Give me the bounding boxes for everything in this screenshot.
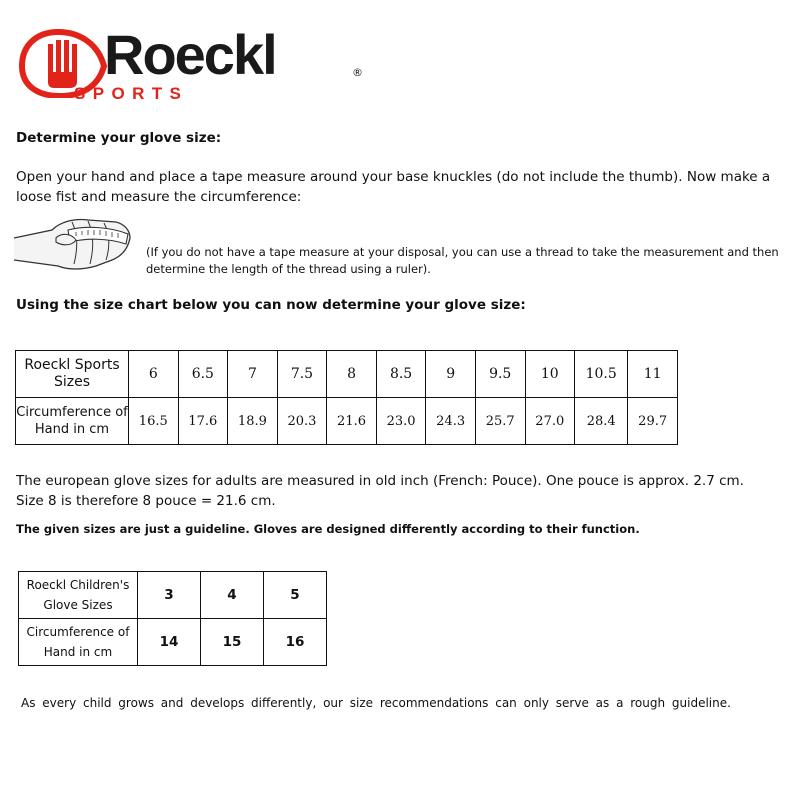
brand-name: Roeckl — [104, 23, 276, 86]
circumference-cell: 15 — [201, 619, 264, 666]
circumference-cell: 23.0 — [376, 398, 426, 445]
circumference-cell: 20.3 — [277, 398, 327, 445]
thread-note: (If you do not have a tape measure at your disposal, you can use a thread to take the measurement and then determine the length of the thread using a ruler). — [146, 245, 779, 276]
table-row — [16, 398, 678, 445]
size-cell: 9 — [426, 351, 476, 398]
children-sizes-label-line: Glove Sizes — [43, 598, 113, 612]
circumference-cell: 28.4 — [575, 398, 628, 445]
footer-note: As every child grows and develops differently, our size recommendations can only serve as a rough guideline. — [21, 696, 731, 710]
registered-mark: ® — [352, 66, 363, 79]
circumference-cell: 16.5 — [129, 398, 179, 445]
circumference-cell: 16 — [264, 619, 327, 666]
size-cell: 7.5 — [277, 351, 327, 398]
circumference-cell: 17.6 — [178, 398, 228, 445]
brand-subtitle: SPORTS — [74, 84, 189, 103]
children-circumference-label — [19, 619, 138, 666]
circumference-cell: 21.6 — [327, 398, 377, 445]
pouce-text-2: Size 8 is therefore 8 pouce = 21.6 cm. — [16, 493, 276, 509]
size-cell: 6.5 — [178, 351, 228, 398]
size-cell: 3 — [138, 572, 201, 619]
circumference-cell: 25.7 — [475, 398, 525, 445]
heading-determine: Determine your glove size: — [16, 130, 222, 146]
size-cell: 4 — [201, 572, 264, 619]
adult-size-table — [15, 350, 678, 445]
size-cell: 9.5 — [475, 351, 525, 398]
children-circ-label-line: Circumference of — [26, 625, 130, 639]
heading-size-chart: Using the size chart below you can now determine your glove size: — [16, 297, 526, 313]
table-row — [16, 351, 678, 398]
children-size-table — [18, 571, 327, 666]
circumference-cell: 29.7 — [628, 398, 678, 445]
sizes-row-label: Roeckl Sports Sizes — [16, 351, 129, 398]
children-circ-label-line: Hand in cm — [43, 645, 113, 659]
circumference-cell: 14 — [138, 619, 201, 666]
size-cell: 7 — [228, 351, 278, 398]
size-cell: 10 — [525, 351, 575, 398]
children-sizes-label-line: Roeckl Children's — [26, 578, 130, 592]
table-row — [19, 619, 327, 666]
circumference-cell: 24.3 — [426, 398, 476, 445]
size-cell: 8.5 — [376, 351, 426, 398]
table-row — [19, 572, 327, 619]
circumference-row-label: Circumference of Hand in cm — [16, 398, 129, 445]
pouce-text-1: The european glove sizes for adults are measured in old inch (French: Pouce). One pouce is approx. 2.7 cm. — [16, 473, 744, 489]
hand-measuring-tape-icon — [12, 208, 136, 274]
size-cell: 5 — [264, 572, 327, 619]
size-cell: 8 — [327, 351, 377, 398]
size-cell: 10.5 — [575, 351, 628, 398]
circumference-cell: 27.0 — [525, 398, 575, 445]
size-cell: 6 — [129, 351, 179, 398]
children-sizes-label — [19, 572, 138, 619]
circumference-cell: 18.9 — [228, 398, 278, 445]
size-cell: 11 — [628, 351, 678, 398]
instructions-text: Open your hand and place a tape measure around your base knuckles (do not include the thumb). Now make a loose fist and measure the circumference: — [16, 169, 771, 205]
guideline-note: The given sizes are just a guideline. Gloves are designed differently according to their function. — [16, 522, 640, 536]
